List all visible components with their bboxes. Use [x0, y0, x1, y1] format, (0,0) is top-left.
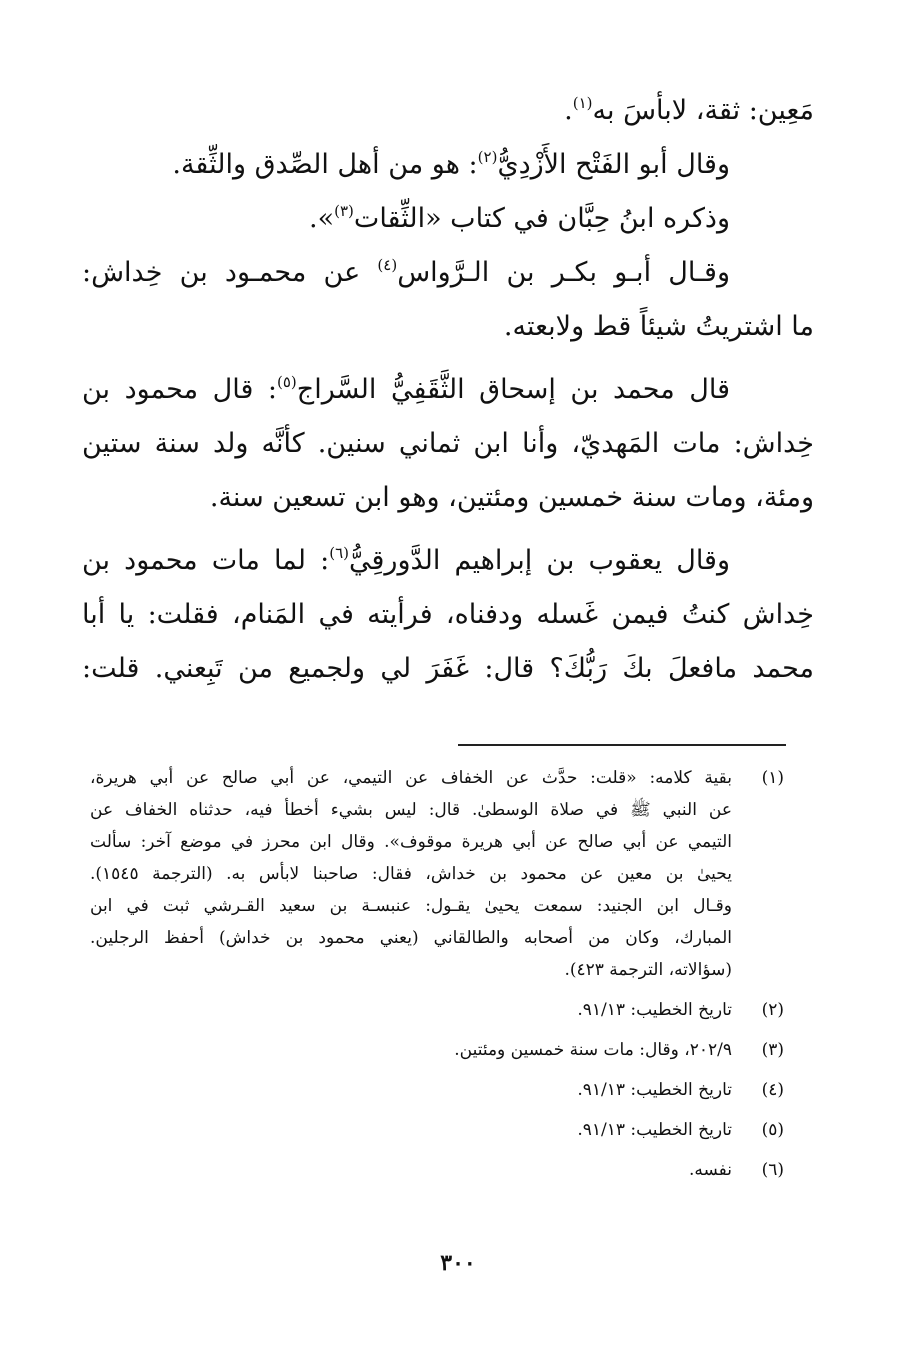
paragraph-3-line-1 [82, 192, 814, 246]
footnotes [90, 762, 784, 1186]
paragraph-5-line-1 [82, 363, 814, 417]
footnote-number: (٦) [761, 1160, 784, 1180]
paragraph-5-line-3: ومئة، ومات سنة خمسين ومئتين، وهو ابن تسعين سنة. [209, 482, 814, 513]
main-text [82, 84, 814, 696]
footnote-6 [90, 1154, 784, 1186]
footnote-line: المبارك، وكان من أصحابه والطالقاني (يعني محمود بن خداش) أحفظ الرجلين. [90, 928, 732, 948]
footnote-line: تاريخ الخطيب: ٩١/١٣. [577, 1120, 732, 1140]
paragraph-6-line-3: محمد مافعلَ بكَ رَبُّكَ؟ قال: غَفَرَ لي ولجميع من تَبِعني. قلت: [82, 653, 814, 684]
footnote-line: (سؤالاته، الترجمة ٤٢٣). [564, 960, 732, 980]
footnote-1 [90, 762, 784, 986]
text-run: : قال محمود بن [82, 374, 277, 405]
footnote-body [90, 1154, 732, 1186]
footnote-ref-5: (٥) [276, 373, 297, 391]
footnote-number: (٤) [761, 1080, 784, 1100]
text-run: قال محمد بن إسحاق الثَّقَفِيُّ السَّراج [296, 374, 730, 405]
footnote-body [90, 1114, 732, 1146]
text-run: مَعِين: ثقة، لابأسَ به [592, 95, 814, 126]
footnote-body [90, 994, 732, 1026]
footnote-line: التيمي عن أبي صالح عن أبي هريرة موقوف». وقال ابن محرز في موضع آخر: سألت [90, 832, 732, 852]
text-run: : هو من أهل الصِّدق والثِّقة. [172, 149, 478, 180]
footnote-ref-4: (٤) [377, 256, 398, 274]
text-run: ». [309, 203, 335, 234]
footnote-4 [90, 1074, 784, 1106]
paragraph-4-line-1 [82, 246, 814, 300]
paragraph-1-line-1 [82, 84, 814, 138]
footnote-body [90, 1074, 732, 1106]
footnote-line: نفسه. [688, 1160, 732, 1180]
paragraph-4-line-2: ما اشتريتُ شيئاً قط ولابعته. [503, 311, 814, 342]
text-run: وقال أبو الفَتْح الأَزْدِيُّ [497, 149, 730, 180]
footnote-5 [90, 1114, 784, 1146]
footnote-ref-6: (٦) [329, 544, 349, 562]
footnote-separator [458, 744, 786, 746]
footnote-body [90, 1034, 732, 1066]
text-run: وقـال أبـو بكـر بن الـرَّواس [397, 257, 730, 288]
footnote-3 [90, 1034, 784, 1066]
paragraph-gap [82, 525, 814, 534]
footnote-number: (١) [761, 768, 784, 788]
footnote-line: بقية كلامه: «قلت: حدَّث عن الخفاف عن التيمي، عن أبي صالح عن أبي هريرة، [90, 768, 732, 788]
footnote-number: (٣) [761, 1040, 784, 1060]
text-run: . [564, 95, 573, 126]
text-run: وقال يعقوب بن إبراهيم الدَّورقِيُّ [349, 545, 730, 576]
footnote-ref-1: (١) [572, 94, 593, 112]
paragraph-2-line-1 [82, 138, 814, 192]
text-run: وذكره ابنُ حِبَّان في كتاب «الثِّقات [353, 203, 730, 234]
footnote-number: (٥) [761, 1120, 784, 1140]
footnote-2 [90, 994, 784, 1026]
paragraph-5-line-2: خِداش: مات المَهديّ، وأنا ابن ثماني سنين. كأنَّه ولد سنة ستين [82, 428, 814, 459]
footnote-ref-2: (٢) [477, 148, 498, 166]
footnote-line: تاريخ الخطيب: ٩١/١٣. [577, 1080, 732, 1100]
footnote-line: وقـال ابن الجنيد: سمعت يحيىٰ يقـول: عنبسـة بن سعيد القـرشي ثبت في ابن [90, 896, 732, 916]
paragraph-6-line-1 [82, 534, 814, 588]
paragraph-gap [82, 354, 814, 363]
footnote-line: عن النبي ﷺ في صلاة الوسطىٰ. قال: ليس بشيء أخطأ فيه، حدثناه الخفاف عن [90, 800, 732, 820]
footnote-number: (٢) [761, 1000, 784, 1020]
footnote-line: تاريخ الخطيب: ٩١/١٣. [577, 1000, 732, 1020]
paragraph-6-line-2: خِداش كنتُ فيمن غَسله ودفناه، فرأيته في المَنام، فقلت: يا أبا [82, 599, 814, 630]
footnote-line: ٢٠٢/٩، وقال: مات سنة خمسين ومئتين. [454, 1040, 732, 1060]
text-run: عن محمـود بن خِداش: [82, 257, 378, 288]
footnote-ref-3: (٣) [334, 202, 354, 220]
page-number: ٣٠٠ [440, 1250, 476, 1276]
footnote-body [90, 762, 732, 986]
text-run: : لما مات محمود بن [82, 545, 330, 576]
footnote-line: يحيىٰ بن معين عن محمود بن خداش، فقال: صاحبنا لابأس به. (الترجمة ١٥٤٥). [90, 864, 732, 884]
